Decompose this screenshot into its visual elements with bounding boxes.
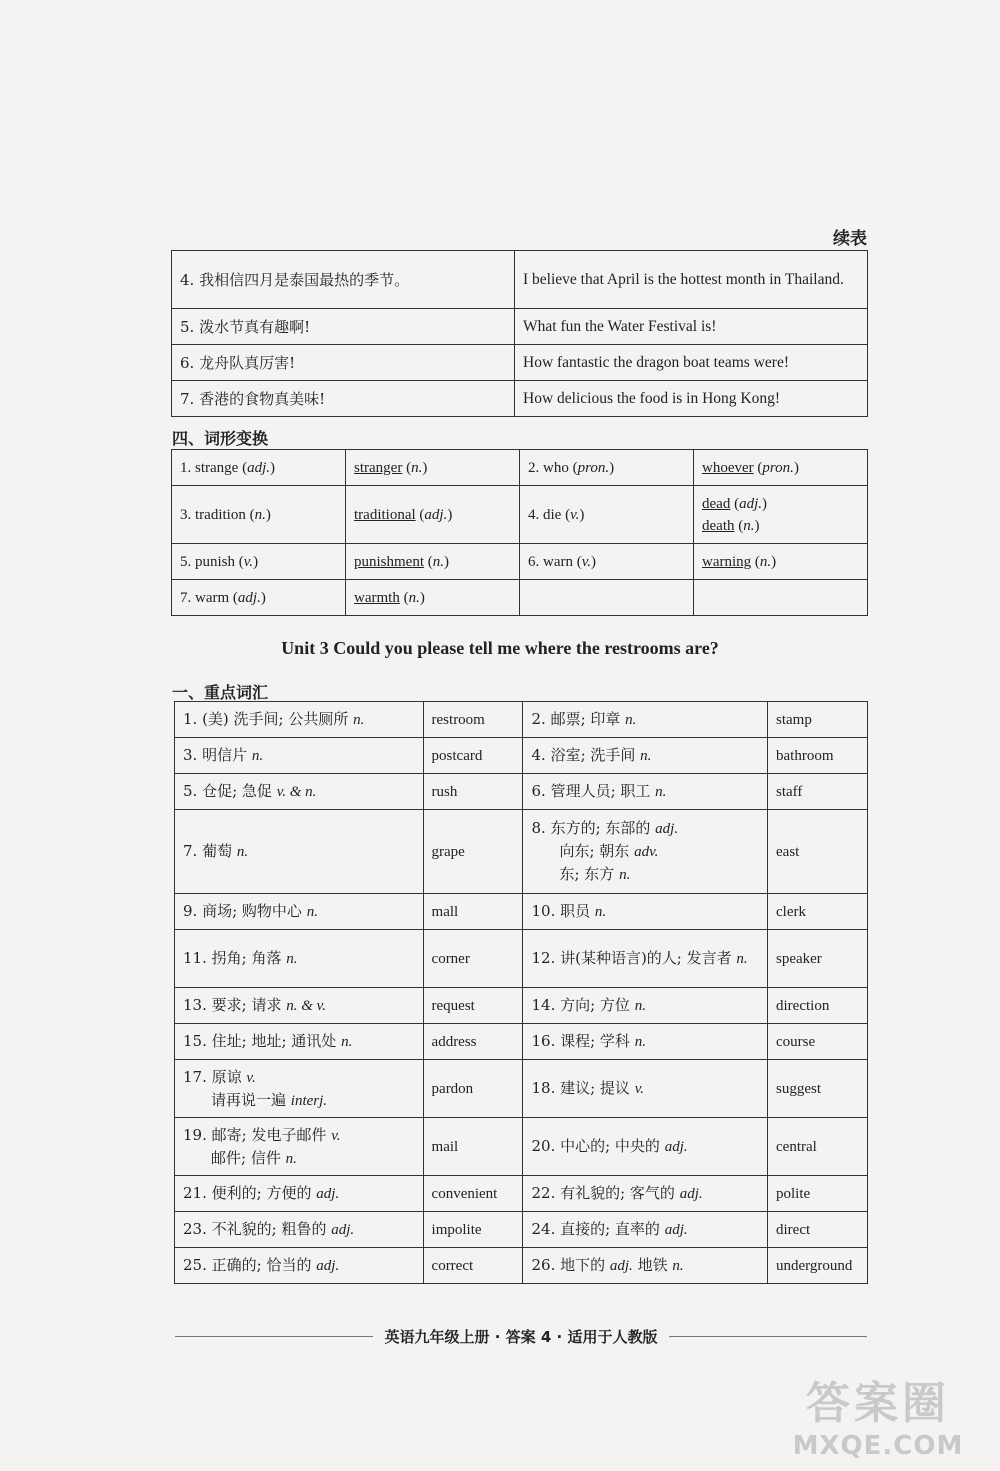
definition-cell: 11. 拐角; 角落 n. — [175, 930, 424, 988]
table-row — [175, 774, 868, 810]
definition-cell: 9. 商场; 购物中心 n. — [175, 894, 424, 930]
en-sentence: I believe that April is the hottest month in Thailand. — [515, 251, 868, 309]
table-row — [175, 1118, 868, 1176]
answer-cell: request — [423, 988, 523, 1024]
answer-cell: grape — [423, 810, 523, 894]
table-row — [175, 1248, 868, 1284]
answer-cell: warmth (n.) — [346, 580, 520, 616]
definition-cell: 4. 浴室; 洗手间 n. — [523, 738, 768, 774]
answer-cell: traditional (adj.) — [346, 486, 520, 544]
watermark-url: MXQE.COM — [792, 1431, 964, 1461]
table-row — [172, 450, 868, 486]
table-row — [175, 988, 868, 1024]
answer-cell: punishment (n.) — [346, 544, 520, 580]
answer-cell: mail — [423, 1118, 523, 1176]
answer-cell: warning (n.) — [694, 544, 868, 580]
answer-cell: rush — [423, 774, 523, 810]
answer-cell: mall — [423, 894, 523, 930]
definition-cell: 3. 明信片 n. — [175, 738, 424, 774]
section-title: 一、重点词汇 — [172, 683, 269, 702]
answer-cell: address — [423, 1024, 523, 1060]
answer-cell: corner — [423, 930, 523, 988]
definition-cell: 14. 方向; 方位 n. — [523, 988, 768, 1024]
definition-cell: 6. 管理人员; 职工 n. — [523, 774, 768, 810]
vocabulary-table — [174, 701, 868, 1284]
table-row — [175, 894, 868, 930]
table-row — [172, 580, 868, 616]
answer-cell: impolite — [423, 1212, 523, 1248]
empty-cell — [694, 580, 868, 616]
answer-cell: dead (adj.) death (n.) — [694, 486, 868, 544]
answer-cell: convenient — [423, 1176, 523, 1212]
definition-cell: 13. 要求; 请求 n. & v. — [175, 988, 424, 1024]
answer-cell: correct — [423, 1248, 523, 1284]
table-row — [175, 702, 868, 738]
cn-sentence: 7. 香港的食物真美味! — [172, 381, 515, 417]
table-row — [172, 251, 868, 309]
table-row — [175, 930, 868, 988]
answer-cell: bathroom — [768, 738, 868, 774]
answer-cell: pardon — [423, 1060, 523, 1118]
word-form-table — [171, 449, 868, 616]
table-row — [175, 1024, 868, 1060]
cn-sentence: 4. 我相信四月是泰国最热的季节。 — [172, 251, 515, 309]
answer-cell: stamp — [768, 702, 868, 738]
answer-cell: speaker — [768, 930, 868, 988]
table-row — [175, 1176, 868, 1212]
question-cell: 4. die (v.) — [520, 486, 694, 544]
definition-cell: 19. 邮寄; 发电子邮件 v. 邮件; 信件 n. — [175, 1118, 424, 1176]
answer-cell: stranger (n.) — [346, 450, 520, 486]
answer-cell: course — [768, 1024, 868, 1060]
definition-cell: 5. 仓促; 急促 v. & n. — [175, 774, 424, 810]
definition-cell: 21. 便利的; 方便的 adj. — [175, 1176, 424, 1212]
definition-cell: 26. 地下的 adj. 地铁 n. — [523, 1248, 768, 1284]
table-row — [175, 810, 868, 894]
table-row — [172, 381, 868, 417]
answer-cell: direction — [768, 988, 868, 1024]
table-row — [175, 1212, 868, 1248]
answer-cell: whoever (pron.) — [694, 450, 868, 486]
question-cell: 6. warn (v.) — [520, 544, 694, 580]
question-cell: 3. tradition (n.) — [172, 486, 346, 544]
answer-cell: underground — [768, 1248, 868, 1284]
en-sentence: How delicious the food is in Hong Kong! — [515, 381, 868, 417]
watermark-logo: 答案圈 — [806, 1378, 950, 1429]
answer-cell: staff — [768, 774, 868, 810]
definition-cell: 8. 东方的; 东部的 adj. 向东; 朝东 adv. 东; 东方 n. — [523, 810, 768, 894]
table-row — [175, 738, 868, 774]
definition-cell: 18. 建议; 提议 v. — [523, 1060, 768, 1118]
continued-label: 续表 — [833, 229, 867, 249]
page-footer — [175, 1326, 867, 1347]
en-sentence: What fun the Water Festival is! — [515, 309, 868, 345]
cn-sentence: 6. 龙舟队真厉害! — [172, 345, 515, 381]
unit-title: Unit 3 Could you please tell me where the restrooms are? — [281, 638, 719, 658]
table-row — [175, 1060, 868, 1118]
question-cell: 1. strange (adj.) — [172, 450, 346, 486]
definition-cell: 24. 直接的; 直率的 adj. — [523, 1212, 768, 1248]
answer-cell: east — [768, 810, 868, 894]
translation-table — [171, 250, 868, 417]
question-cell: 5. punish (v.) — [172, 544, 346, 580]
definition-cell: 1. (美) 洗手间; 公共厕所 n. — [175, 702, 424, 738]
table-row — [172, 544, 868, 580]
footer-text: 英语九年级上册 · 答案 4 · 适用于人教版 — [384, 1328, 658, 1346]
answer-cell: suggest — [768, 1060, 868, 1118]
empty-cell — [520, 580, 694, 616]
cn-sentence: 5. 泼水节真有趣啊! — [172, 309, 515, 345]
definition-cell: 15. 住址; 地址; 通讯处 n. — [175, 1024, 424, 1060]
footer-rule-right — [669, 1336, 867, 1337]
definition-cell: 16. 课程; 学科 n. — [523, 1024, 768, 1060]
definition-cell: 2. 邮票; 印章 n. — [523, 702, 768, 738]
question-cell: 7. warm (adj.) — [172, 580, 346, 616]
question-cell: 2. who (pron.) — [520, 450, 694, 486]
definition-cell: 12. 讲(某种语言)的人; 发言者 n. — [523, 930, 768, 988]
table-row — [172, 309, 868, 345]
section-title: 四、词形变换 — [172, 429, 269, 448]
definition-cell: 22. 有礼貌的; 客气的 adj. — [523, 1176, 768, 1212]
definition-cell: 7. 葡萄 n. — [175, 810, 424, 894]
en-sentence: How fantastic the dragon boat teams were! — [515, 345, 868, 381]
watermark — [778, 1367, 978, 1461]
answer-cell: central — [768, 1118, 868, 1176]
definition-cell: 20. 中心的; 中央的 adj. — [523, 1118, 768, 1176]
answer-cell: restroom — [423, 702, 523, 738]
definition-cell: 23. 不礼貌的; 粗鲁的 adj. — [175, 1212, 424, 1248]
table-row — [172, 486, 868, 544]
definition-cell: 10. 职员 n. — [523, 894, 768, 930]
definition-cell: 25. 正确的; 恰当的 adj. — [175, 1248, 424, 1284]
definition-cell: 17. 原谅 v. 请再说一遍 interj. — [175, 1060, 424, 1118]
answer-cell: clerk — [768, 894, 868, 930]
answer-cell: postcard — [423, 738, 523, 774]
footer-rule-left — [175, 1336, 373, 1337]
table-row — [172, 345, 868, 381]
answer-cell: polite — [768, 1176, 868, 1212]
answer-cell: direct — [768, 1212, 868, 1248]
